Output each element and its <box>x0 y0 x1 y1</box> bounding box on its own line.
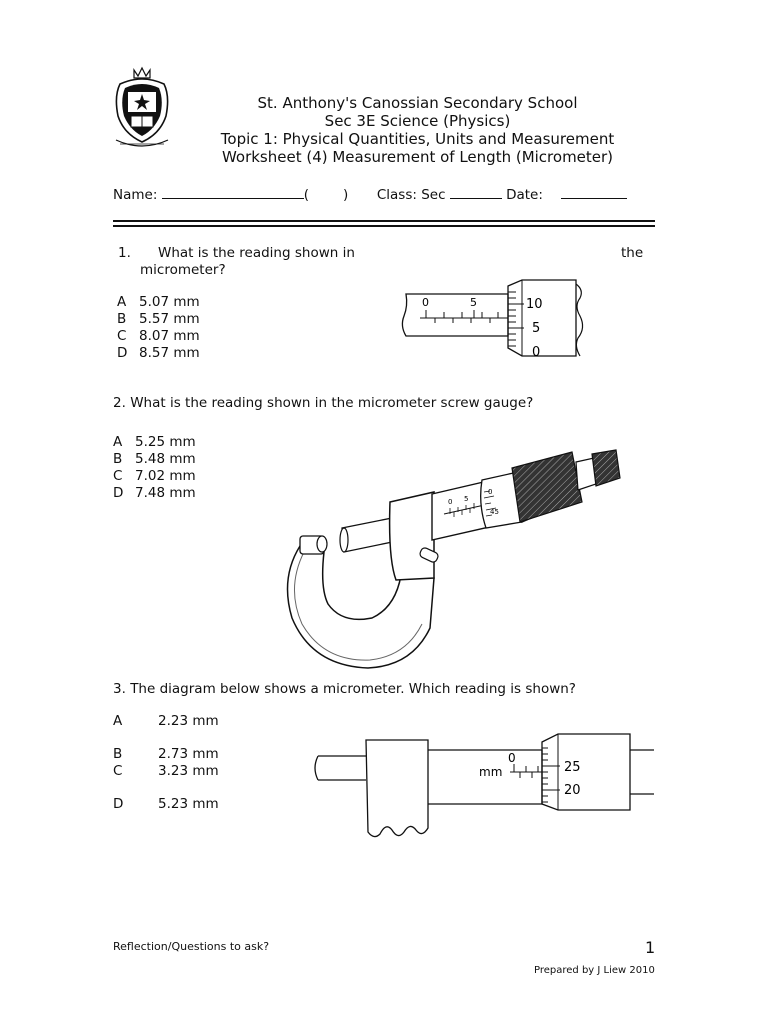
question-3-options <box>113 713 219 813</box>
option[interactable]: B 5.48 mm <box>113 451 196 467</box>
q2-sleeve-label-0: 0 <box>448 498 453 506</box>
q1-sleeve-label-5: 5 <box>470 296 477 309</box>
paren-close: ) <box>342 187 349 203</box>
question-2-options <box>113 434 196 502</box>
q1-thimble-label-5: 5 <box>532 321 541 336</box>
question-1-number: 1. <box>118 245 131 261</box>
option[interactable]: A 5.07 mm <box>117 294 200 310</box>
q1-sleeve-label-0: 0 <box>422 296 429 309</box>
info-line <box>113 184 627 203</box>
option[interactable]: B 5.57 mm <box>117 311 200 327</box>
question-2-number: 2. <box>113 395 126 411</box>
option[interactable]: C 7.02 mm <box>113 468 196 484</box>
paren-open: ( <box>303 187 309 203</box>
header <box>150 94 685 166</box>
worksheet-title: Worksheet (4) Measurement of Length (Micrometer) <box>221 148 614 166</box>
date-label: Date: <box>506 187 543 203</box>
question-2-text: What is the reading shown in the micrometer screw gauge? <box>130 395 534 411</box>
school-name: St. Anthony's Canossian Secondary School <box>257 94 578 112</box>
q1-thimble-label-10: 10 <box>526 297 543 312</box>
q2-thimble-label-45: 45 <box>490 508 499 516</box>
date-field[interactable] <box>561 184 627 199</box>
question-3-prompt <box>113 681 576 697</box>
divider-top <box>113 220 655 222</box>
option[interactable]: A 2.23 mm <box>113 713 219 729</box>
option[interactable]: A 5.25 mm <box>113 434 196 450</box>
q3-sleeve-label-0: 0 <box>508 751 516 765</box>
question-2-prompt <box>113 395 533 411</box>
q2-thimble-label-0: 0 <box>488 488 493 496</box>
reflection-label: Reflection/Questions to ask? <box>113 940 270 953</box>
question-2-micrometer-diagram <box>272 428 628 673</box>
question-1-options <box>117 294 200 362</box>
q1-thimble-label-0: 0 <box>532 345 541 360</box>
q3-thimble-label-20: 20 <box>564 783 581 798</box>
option[interactable]: D 5.23 mm <box>113 796 219 812</box>
option[interactable]: C 8.07 mm <box>117 328 200 344</box>
name-label: Name: <box>113 187 158 203</box>
question-3-micrometer-diagram <box>304 728 656 864</box>
question-1-text-end: the <box>621 245 644 261</box>
name-field[interactable] <box>162 184 304 199</box>
q2-sleeve-label-5: 5 <box>464 495 469 503</box>
page-number: 1 <box>645 938 656 957</box>
divider-bottom <box>113 225 655 227</box>
q3-unit-label: mm <box>479 765 503 779</box>
option[interactable]: D 7.48 mm <box>113 485 196 501</box>
class-field[interactable] <box>450 184 502 199</box>
prepared-by: Prepared by J Liew 2010 <box>534 965 655 976</box>
question-3-text: The diagram below shows a micrometer. Which reading is shown? <box>130 681 576 697</box>
question-1-text-cont: micrometer? <box>140 262 226 278</box>
question-3-number: 3. <box>113 681 126 697</box>
question-1-micrometer-diagram <box>398 276 608 362</box>
option[interactable]: C 3.23 mm <box>113 763 219 779</box>
q3-thimble-label-25: 25 <box>564 760 581 775</box>
topic-title: Topic 1: Physical Quantities, Units and Measurement <box>220 130 615 148</box>
option[interactable]: B 2.73 mm <box>113 746 219 762</box>
question-1-text: What is the reading shown in <box>158 245 355 261</box>
course-title: Sec 3E Science (Physics) <box>324 112 511 130</box>
class-label: Class: Sec <box>376 187 446 203</box>
option[interactable]: D 8.57 mm <box>117 345 200 361</box>
